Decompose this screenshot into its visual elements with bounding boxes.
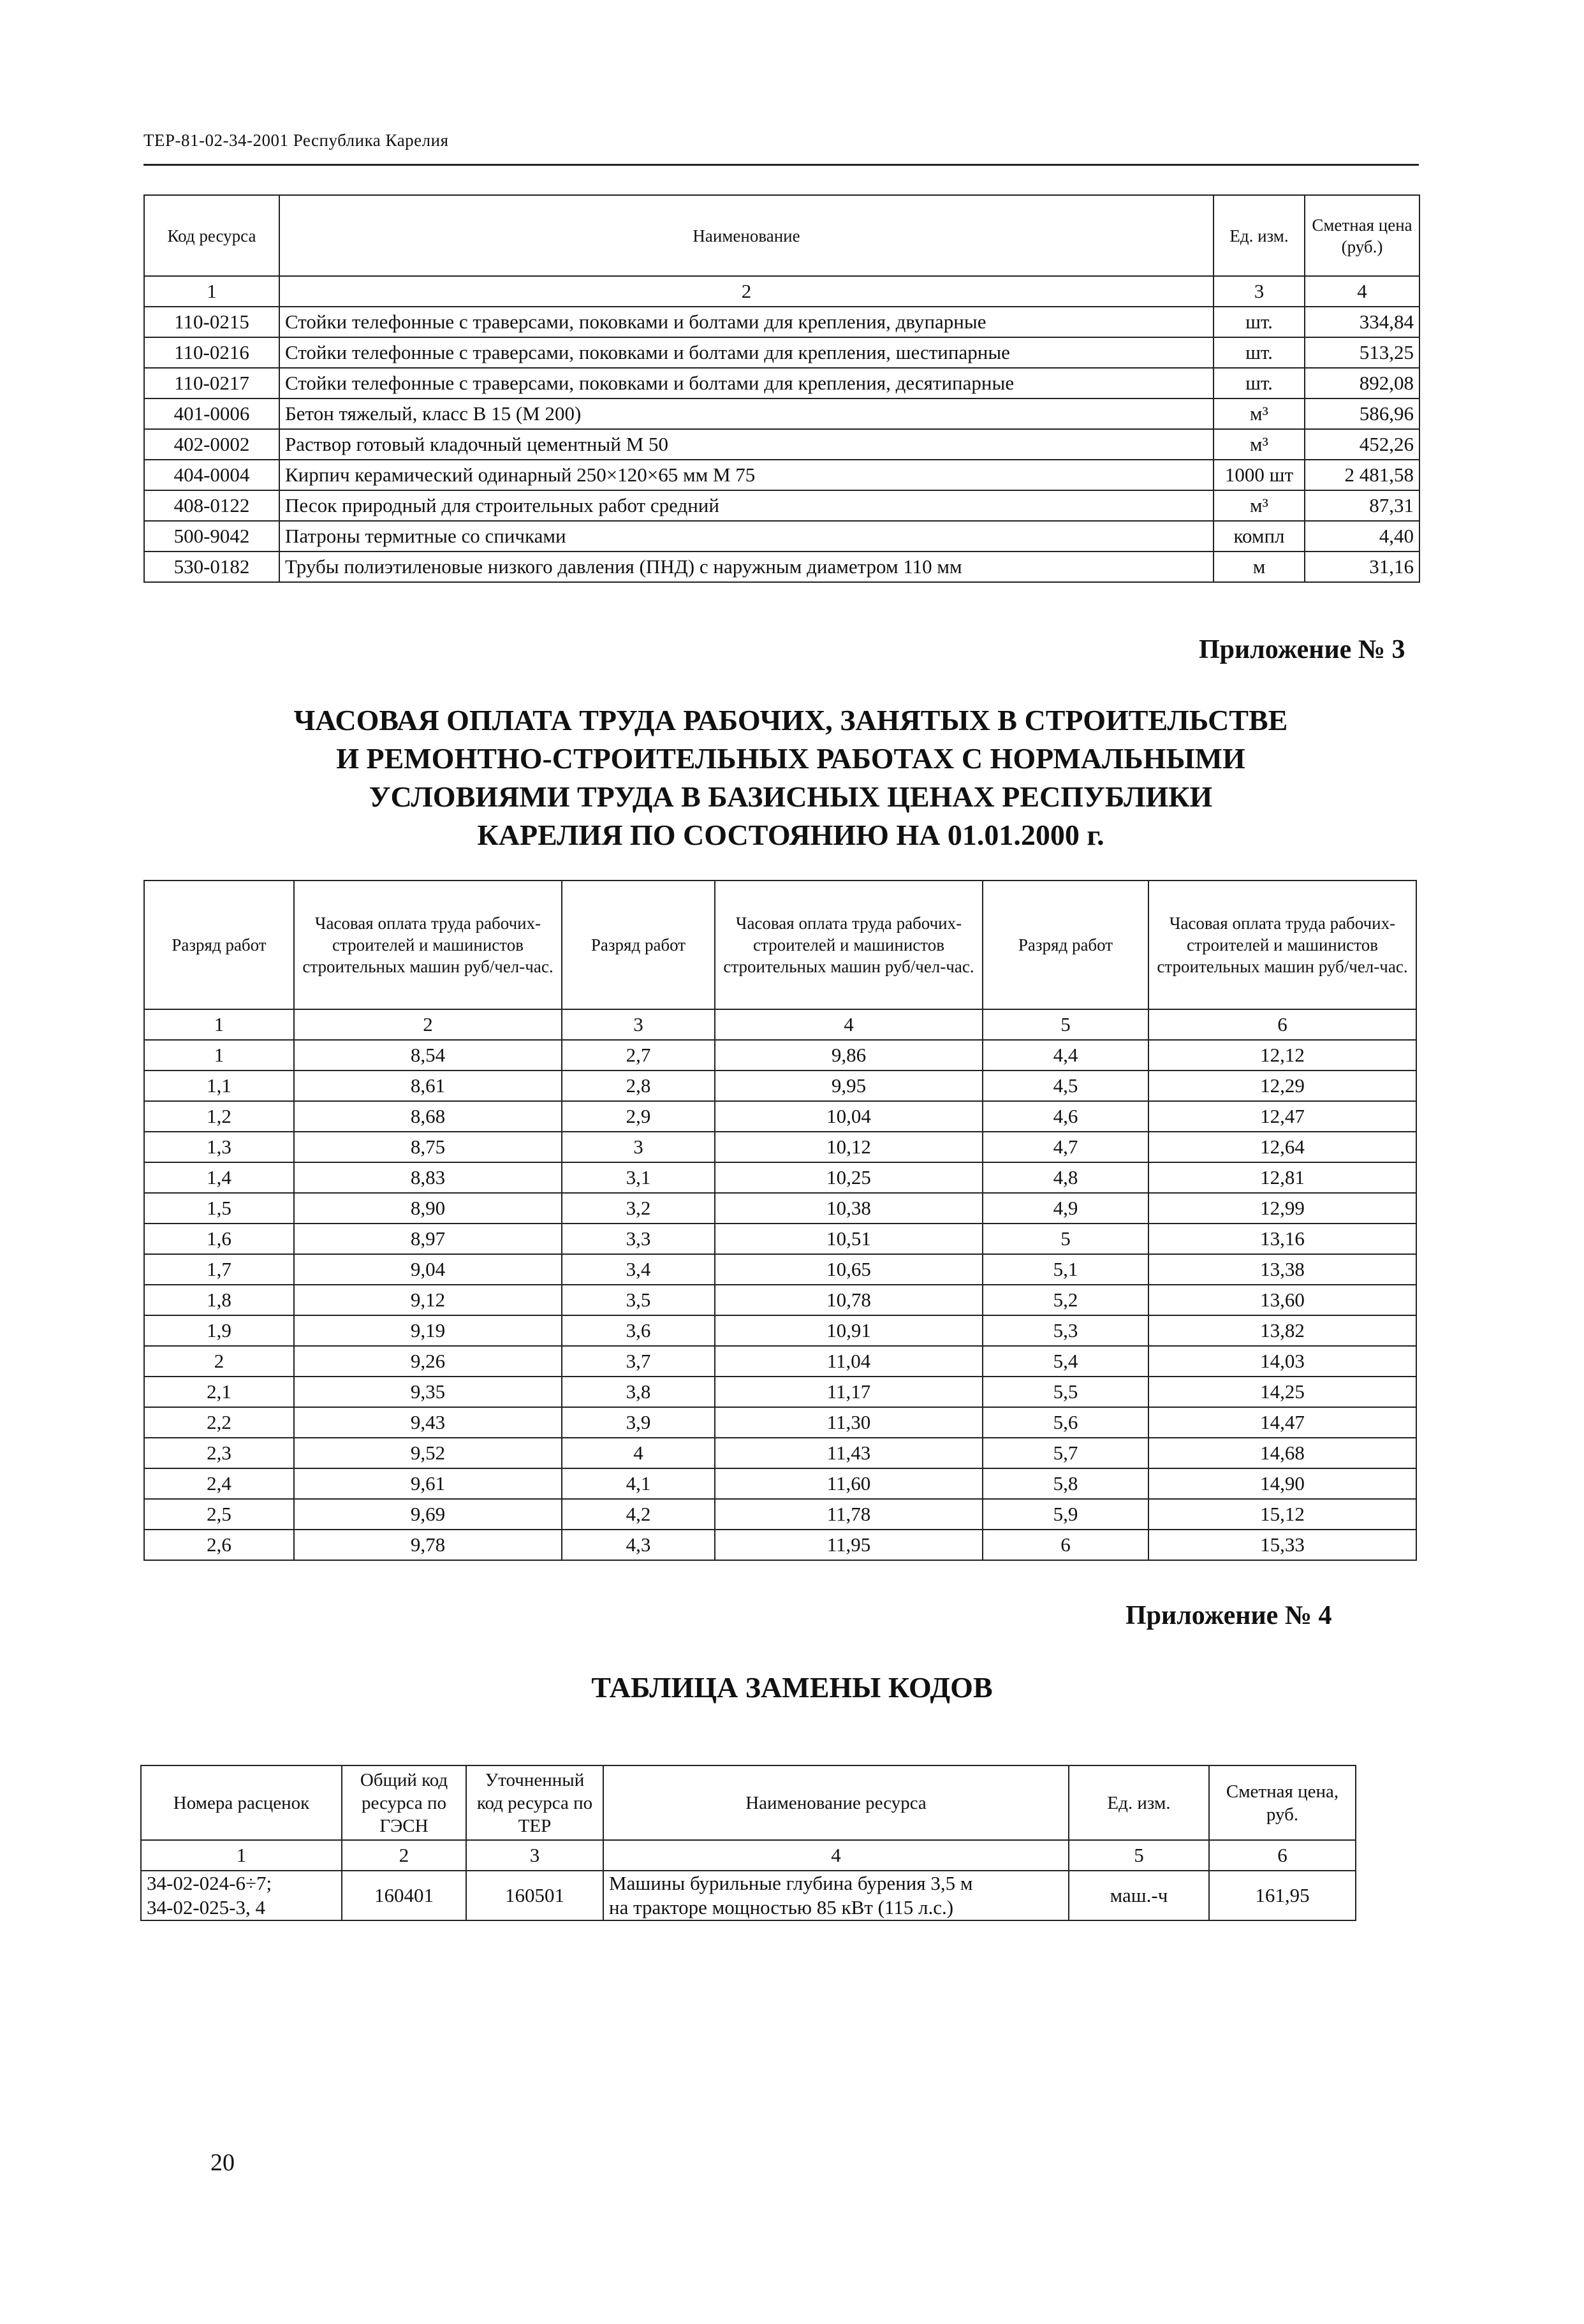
table-cell: 402-0002 (144, 429, 279, 460)
column-number-row (144, 1009, 1416, 1040)
table-cell: Стойки телефонные с траверсами, поковками и болтами для крепления, двупарные (279, 307, 1214, 337)
table-cell: 2,3 (144, 1438, 294, 1468)
table-cell: 13,38 (1148, 1254, 1416, 1285)
table-cell: 11,78 (715, 1499, 983, 1530)
page-number: 20 (210, 2149, 235, 2176)
table-cell: 3,5 (562, 1285, 715, 1315)
table-cell: 1,8 (144, 1285, 294, 1315)
table-cell: 4,2 (562, 1499, 715, 1530)
table-cell: 8,68 (294, 1101, 562, 1132)
table-cell: 14,03 (1148, 1346, 1416, 1377)
table-row (144, 1468, 1416, 1499)
table-cell: 10,51 (715, 1224, 983, 1254)
column-header: Ед. изм. (1069, 1765, 1209, 1840)
table-row (144, 460, 1419, 490)
table-cell: 5,4 (983, 1346, 1148, 1377)
column-number-row (144, 276, 1419, 307)
table-row (144, 1193, 1416, 1224)
table-cell: 9,78 (294, 1530, 562, 1560)
table-row (144, 1530, 1416, 1560)
table-cell: 12,29 (1148, 1071, 1416, 1101)
table-cell: 11,04 (715, 1346, 983, 1377)
table-row (144, 1346, 1416, 1377)
table-cell: Патроны термитные со спичками (279, 521, 1214, 552)
table-cell: 11,30 (715, 1407, 983, 1438)
column-header: Часовая оплата труда рабочих-строителей и машинистов строительных машин руб/чел-час. (1148, 881, 1416, 1009)
table-cell: 3,7 (562, 1346, 715, 1377)
column-number-cell: 3 (466, 1840, 603, 1871)
table-cell: 401-0006 (144, 398, 279, 429)
table-cell: 13,60 (1148, 1285, 1416, 1315)
code-replacement-table (140, 1765, 1356, 1921)
table-cell: 4,4 (983, 1040, 1148, 1071)
table-cell: 3,2 (562, 1193, 715, 1224)
table-cell: 3 (562, 1132, 715, 1162)
table-cell: 9,43 (294, 1407, 562, 1438)
table-cell: 5,5 (983, 1377, 1148, 1407)
table-cell: м³ (1214, 490, 1305, 521)
header-rule (143, 164, 1419, 166)
table-row (144, 1040, 1416, 1071)
table-cell: 10,65 (715, 1254, 983, 1285)
table-cell: 2 (144, 1346, 294, 1377)
table-cell: 11,60 (715, 1468, 983, 1499)
table-cell: 11,17 (715, 1377, 983, 1407)
table-cell: 1 (144, 1040, 294, 1071)
table-cell: 1,3 (144, 1132, 294, 1162)
table-cell: 14,90 (1148, 1468, 1416, 1499)
column-number-cell: 2 (342, 1840, 466, 1871)
table-cell: 160401 (342, 1871, 466, 1920)
table-cell: 2,1 (144, 1377, 294, 1407)
table-cell: 4 (562, 1438, 715, 1468)
table-cell: 1,1 (144, 1071, 294, 1101)
table-row (144, 1071, 1416, 1101)
appendix-3-label: Приложение № 3 (1199, 635, 1405, 664)
table-cell: 4,6 (983, 1101, 1148, 1132)
table-cell: 4,1 (562, 1468, 715, 1499)
table-cell: 1,5 (144, 1193, 294, 1224)
table-row (144, 398, 1419, 429)
table-cell: 1,4 (144, 1162, 294, 1193)
column-header: Общий код ресурса по ГЭСН (342, 1765, 466, 1840)
hourly-wage-table (143, 880, 1417, 1561)
table-row (144, 337, 1419, 368)
table-cell: 9,12 (294, 1285, 562, 1315)
column-header: Ед. изм. (1214, 195, 1305, 276)
table-cell: 2,2 (144, 1407, 294, 1438)
column-number-cell: 3 (562, 1009, 715, 1040)
rate-numbers-cell (141, 1871, 342, 1920)
table-row (144, 1285, 1416, 1315)
table-row (144, 307, 1419, 337)
table-cell: 5,9 (983, 1499, 1148, 1530)
table-header-row (144, 881, 1416, 1009)
table-cell: 14,25 (1148, 1377, 1416, 1407)
table-cell: 12,12 (1148, 1040, 1416, 1071)
title-line: И РЕМОНТНО-СТРОИТЕЛЬНЫХ РАБОТАХ С НОРМАЛЬНЫМИ (336, 742, 1245, 775)
table-cell: 2,7 (562, 1040, 715, 1071)
table-cell: 13,82 (1148, 1315, 1416, 1346)
table-cell: Стойки телефонные с траверсами, поковками и болтами для крепления, шестипарные (279, 337, 1214, 368)
table-cell: 10,78 (715, 1285, 983, 1315)
table-cell: 1,2 (144, 1101, 294, 1132)
resource-name-line: Машины бурильные глубина бурения 3,5 м (609, 1872, 973, 1894)
table-cell: 12,47 (1148, 1101, 1416, 1132)
table-body (141, 1840, 1356, 1920)
column-header: Уточненный код ресурса по ТЕР (466, 1765, 603, 1840)
table-cell: 3,1 (562, 1162, 715, 1193)
table-cell: 5,1 (983, 1254, 1148, 1285)
table-cell: 4,40 (1305, 521, 1419, 552)
table-cell: 1,6 (144, 1224, 294, 1254)
table-cell: 31,16 (1305, 552, 1419, 582)
table-cell: 9,19 (294, 1315, 562, 1346)
column-number-cell: 4 (715, 1009, 983, 1040)
table-row (144, 1254, 1416, 1285)
column-header: Часовая оплата труда рабочих-строителей и машинистов строительных машин руб/чел-час. (294, 881, 562, 1009)
table-cell: 10,91 (715, 1315, 983, 1346)
table-cell: Бетон тяжелый, класс В 15 (М 200) (279, 398, 1214, 429)
rate-number-line: 34-02-024-6÷7; (147, 1872, 272, 1894)
table-cell: 3,8 (562, 1377, 715, 1407)
table-cell: 3,9 (562, 1407, 715, 1438)
table-cell: 10,25 (715, 1162, 983, 1193)
table-cell: 9,35 (294, 1377, 562, 1407)
table-cell: Песок природный для строительных работ средний (279, 490, 1214, 521)
table-cell: 9,95 (715, 1071, 983, 1101)
table-cell: 8,90 (294, 1193, 562, 1224)
table-cell: 15,12 (1148, 1499, 1416, 1530)
column-number-cell: 6 (1148, 1009, 1416, 1040)
table-cell: 2,6 (144, 1530, 294, 1560)
table-cell: 3,6 (562, 1315, 715, 1346)
table-cell: 5,6 (983, 1407, 1148, 1438)
table-row (144, 1132, 1416, 1162)
table-cell: м³ (1214, 429, 1305, 460)
table-cell: 4,7 (983, 1132, 1148, 1162)
table-cell: 14,68 (1148, 1438, 1416, 1468)
column-header: Разряд работ (144, 881, 294, 1009)
table-cell: 9,69 (294, 1499, 562, 1530)
table-cell: 2,5 (144, 1499, 294, 1530)
table-cell: 5,3 (983, 1315, 1148, 1346)
table-cell: 8,97 (294, 1224, 562, 1254)
column-header: Сметная цена (руб.) (1305, 195, 1419, 276)
table-cell: 8,75 (294, 1132, 562, 1162)
column-number-cell: 5 (1069, 1840, 1209, 1871)
table-cell: 8,83 (294, 1162, 562, 1193)
table-cell: 2,8 (562, 1071, 715, 1101)
table-cell: 334,84 (1305, 307, 1419, 337)
table-cell: 9,26 (294, 1346, 562, 1377)
table-cell: 404-0004 (144, 460, 279, 490)
table-cell: 530-0182 (144, 552, 279, 582)
table-cell: 4,8 (983, 1162, 1148, 1193)
column-number-cell: 1 (144, 276, 279, 307)
table-row (144, 1101, 1416, 1132)
table-row (144, 1438, 1416, 1468)
title-line: КАРЕЛИЯ ПО СОСТОЯНИЮ НА 01.01.2000 г. (477, 819, 1104, 851)
column-number-cell: 2 (294, 1009, 562, 1040)
table-cell: 3,3 (562, 1224, 715, 1254)
column-number-cell: 6 (1209, 1840, 1356, 1871)
column-header: Разряд работ (983, 881, 1148, 1009)
table-cell: 110-0215 (144, 307, 279, 337)
table-cell: 408-0122 (144, 490, 279, 521)
column-header: Разряд работ (562, 881, 715, 1009)
table-cell: 2 481,58 (1305, 460, 1419, 490)
table-row (144, 1377, 1416, 1407)
table-row (144, 1224, 1416, 1254)
table-header-row (144, 195, 1419, 276)
table-body (144, 276, 1419, 582)
column-header: Код ресурса (144, 195, 279, 276)
table-cell: шт. (1214, 368, 1305, 398)
table-cell: 4,5 (983, 1071, 1148, 1101)
table-row (144, 1499, 1416, 1530)
table-cell: 1,9 (144, 1315, 294, 1346)
title-line: УСЛОВИЯМИ ТРУДА В БАЗИСНЫХ ЦЕНАХ РЕСПУБЛИКИ (369, 780, 1213, 813)
table-row (144, 552, 1419, 582)
table-cell: 110-0217 (144, 368, 279, 398)
column-header: Сметная цена, руб. (1209, 1765, 1356, 1840)
table-cell: 13,16 (1148, 1224, 1416, 1254)
table-header-row (141, 1765, 1356, 1840)
table-cell: 14,47 (1148, 1407, 1416, 1438)
table-cell: 3,4 (562, 1254, 715, 1285)
resource-price-table (143, 194, 1420, 583)
table-cell: Стойки телефонные с траверсами, поковками и болтами для крепления, десятипарные (279, 368, 1214, 398)
table-cell: 500-9042 (144, 521, 279, 552)
table-cell: 87,31 (1305, 490, 1419, 521)
table-cell: 9,52 (294, 1438, 562, 1468)
column-number-cell: 3 (1214, 276, 1305, 307)
table-cell: м (1214, 552, 1305, 582)
table-cell: 513,25 (1305, 337, 1419, 368)
resource-name-line: на тракторе мощностью 85 кВт (115 л.с.) (609, 1896, 954, 1918)
table-cell: 452,26 (1305, 429, 1419, 460)
table-cell: м³ (1214, 398, 1305, 429)
table-cell: 160501 (466, 1871, 603, 1920)
table-cell: 161,95 (1209, 1871, 1356, 1920)
table-row (144, 368, 1419, 398)
column-number-cell: 1 (144, 1009, 294, 1040)
table-cell: 2,4 (144, 1468, 294, 1499)
table-cell: шт. (1214, 337, 1305, 368)
table-body (144, 1009, 1416, 1560)
table-cell: 586,96 (1305, 398, 1419, 429)
table-cell: 1,7 (144, 1254, 294, 1285)
table-cell: 1000 шт (1214, 460, 1305, 490)
table-row (144, 490, 1419, 521)
table-cell: 5,8 (983, 1468, 1148, 1499)
table-cell: 4,3 (562, 1530, 715, 1560)
table-cell: 110-0216 (144, 337, 279, 368)
table-cell: 4,9 (983, 1193, 1148, 1224)
title-line: ЧАСОВАЯ ОПЛАТА ТРУДА РАБОЧИХ, ЗАНЯТЫХ В СТРОИТЕЛЬСТВЕ (293, 704, 1288, 736)
table-cell: 12,64 (1148, 1132, 1416, 1162)
table-cell: 2,9 (562, 1101, 715, 1132)
table-cell: маш.-ч (1069, 1871, 1209, 1920)
table-row (141, 1871, 1356, 1920)
table-cell: 10,38 (715, 1193, 983, 1224)
table-cell: Кирпич керамический одинарный 250×120×65 мм М 75 (279, 460, 1214, 490)
column-number-cell: 5 (983, 1009, 1148, 1040)
table-cell: 9,86 (715, 1040, 983, 1071)
column-number-cell: 4 (1305, 276, 1419, 307)
running-header: ТЕР-81-02-34-2001 Республика Карелия (143, 131, 449, 150)
table-cell: 10,04 (715, 1101, 983, 1132)
column-number-row (141, 1840, 1356, 1871)
table-cell: 6 (983, 1530, 1148, 1560)
column-number-cell: 4 (603, 1840, 1069, 1871)
table-cell: 8,54 (294, 1040, 562, 1071)
table-cell: 10,12 (715, 1132, 983, 1162)
table-row (144, 429, 1419, 460)
table-row (144, 1162, 1416, 1193)
table-cell: 8,61 (294, 1071, 562, 1101)
table-cell: шт. (1214, 307, 1305, 337)
table-cell: 12,99 (1148, 1193, 1416, 1224)
column-number-cell: 2 (279, 276, 1214, 307)
table-cell: 9,61 (294, 1468, 562, 1499)
appendix-4-label: Приложение № 4 (1126, 1601, 1332, 1630)
appendix-4-title: ТАБЛИЦА ЗАМЕНЫ КОДОВ (591, 1671, 993, 1704)
table-cell: 892,08 (1305, 368, 1419, 398)
table-cell: 11,95 (715, 1530, 983, 1560)
table-cell: компл (1214, 521, 1305, 552)
column-number-cell: 1 (141, 1840, 342, 1871)
table-cell: 5,7 (983, 1438, 1148, 1468)
resource-name-cell (603, 1871, 1069, 1920)
appendix-3-title (191, 701, 1390, 854)
column-header: Наименование ресурса (603, 1765, 1069, 1840)
table-cell: 9,04 (294, 1254, 562, 1285)
table-row (144, 1315, 1416, 1346)
table-cell: Трубы полиэтиленовые низкого давления (ПНД) с наружным диаметром 110 мм (279, 552, 1214, 582)
table-cell: 15,33 (1148, 1530, 1416, 1560)
table-cell: 12,81 (1148, 1162, 1416, 1193)
table-row (144, 521, 1419, 552)
column-header: Наименование (279, 195, 1214, 276)
table-cell: 11,43 (715, 1438, 983, 1468)
table-row (144, 1407, 1416, 1438)
table-cell: 5 (983, 1224, 1148, 1254)
column-header: Номера расценок (141, 1765, 342, 1840)
rate-number-line: 34-02-025-3, 4 (147, 1896, 265, 1918)
column-header: Часовая оплата труда рабочих-строителей и машинистов строительных машин руб/чел-час. (715, 881, 983, 1009)
table-cell: 5,2 (983, 1285, 1148, 1315)
table-cell: Раствор готовый кладочный цементный М 50 (279, 429, 1214, 460)
